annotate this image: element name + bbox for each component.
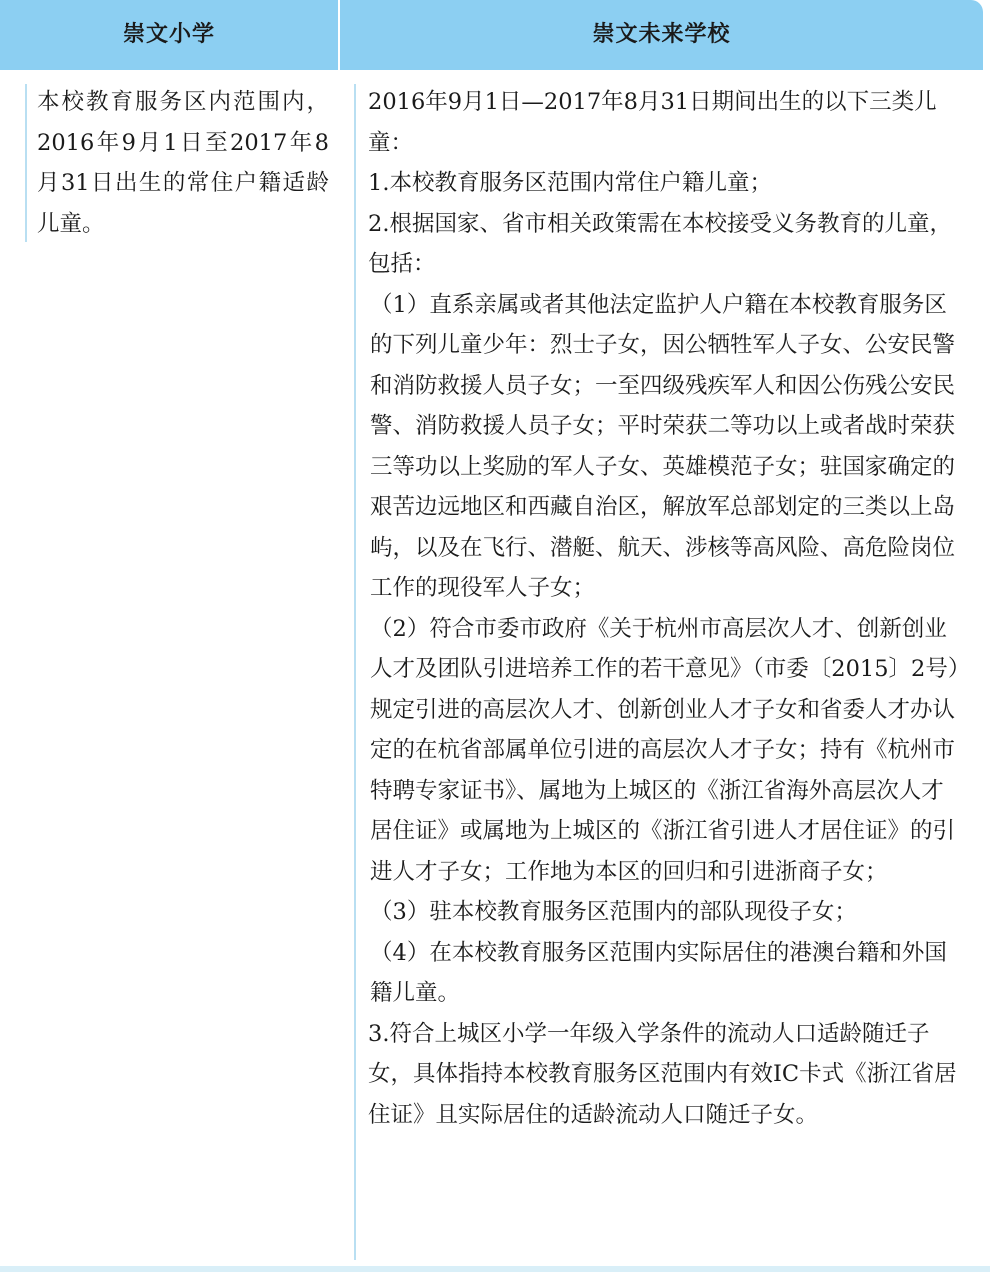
criteria-intro: 2016年9月1日—2017年8月31日期间出生的以下三类儿童： bbox=[368, 89, 937, 156]
criteria-subitem-3: （3）驻本校教育服务区范围内的部队现役子女； bbox=[370, 899, 857, 925]
criteria-item-2: 2.根据国家、省市相关政策需在本校接受义务教育的儿童，包括： bbox=[368, 210, 952, 277]
header-school-future: 崇文未来学校 bbox=[592, 22, 731, 47]
criteria-subitem-4: （4）在本校教育服务区范围内实际居住的港澳台籍和外国籍儿童。 bbox=[370, 939, 947, 1006]
criteria-subitem-2: （2）符合市委市政府《关于杭州市高层次人才、创新创业人才及团队引进培养工作的若干意见》（市委〔2015〕2号）规定引进的高层次人才、创新创业人才子女和省委人才办认定的在杭省部属单位引进的高层次人才子女；持有《杭州市特聘专家证书》、属地为上城区的《浙江省海外高层次人才居住证》或属地为上城区的《浙江省引进人才居住证》的引进人才子女；工作地为本区的回归和引进浙商子女； bbox=[370, 615, 960, 885]
left-cell-rule bbox=[25, 84, 27, 242]
right-cell-rule bbox=[354, 84, 356, 1260]
left-cell-criteria: 本校教育服务区内范围内，2016年9月1日至2017年8月31日出生的常住户籍适龄儿童。 bbox=[37, 89, 329, 237]
right-cell-criteria bbox=[368, 82, 962, 1135]
criteria-item-1: 1.本校教育服务区范围内常住户籍儿童； bbox=[368, 170, 772, 196]
table-header bbox=[0, 0, 983, 70]
table-bottom-rule bbox=[0, 1266, 990, 1272]
criteria-item-3: 3.符合上城区小学一年级入学条件的流动人口适龄随迁子女，具体指持本校教育服务区范围内有效IC卡式《浙江省居住证》且实际居住的适龄流动人口随迁子女。 bbox=[368, 1020, 957, 1128]
criteria-subitem-1: （1）直系亲属或者其他法定监护人户籍在本校教育服务区的下列儿童少年：烈士子女，因公牺牲军人子女、公安民警和消防救援人员子女；一至四级残疾军人和因公伤残公安民警、消防救援人员子女；平时荣获二等功以上或者战时荣获三等功以上奖励的军人子女、英雄模范子女；驻国家确定的艰苦边远地区和西藏自治区，解放军总部划定的三类以上岛屿，以及在飞行、潜艇、航天、涉核等高风险、高危险岗位工作的现役军人子女； bbox=[370, 291, 956, 601]
header-school-chongwen: 崇文小学 bbox=[122, 22, 215, 47]
